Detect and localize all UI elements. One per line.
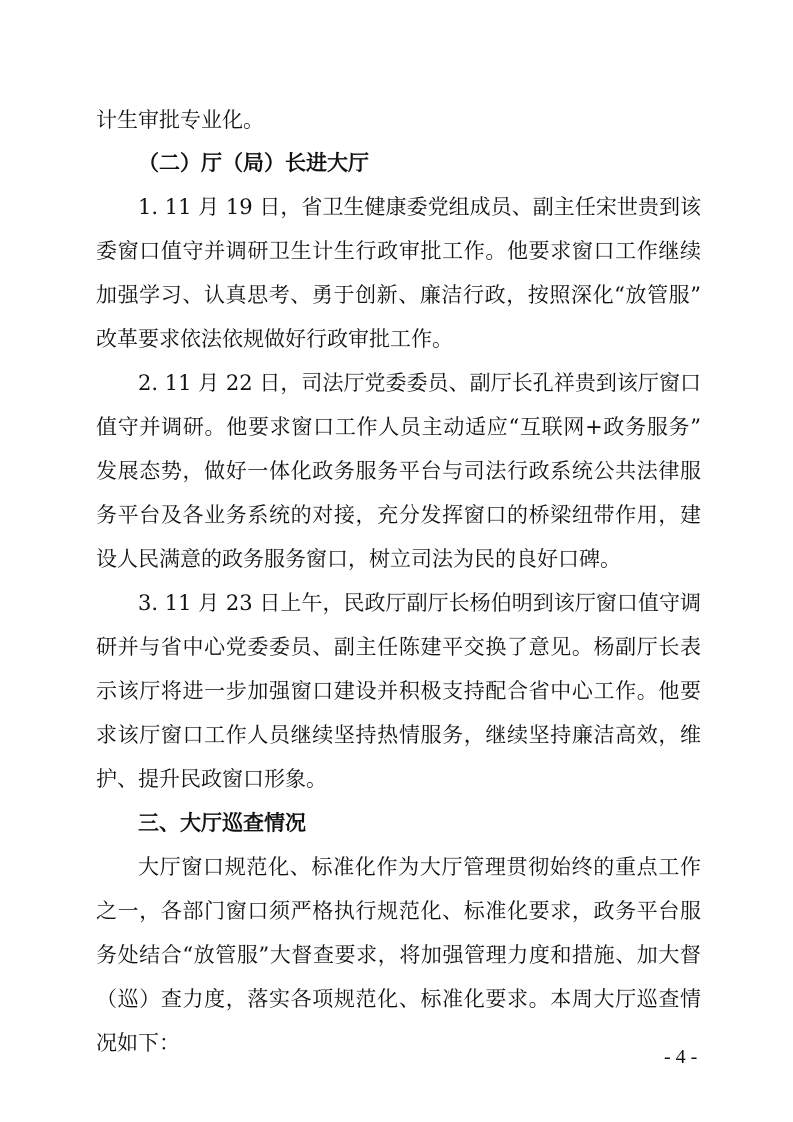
- paragraph-line: 研并与省中心党委委员、副主任陈建平交换了意见。杨副厅长表: [96, 635, 701, 659]
- page-number: - 4 -: [664, 1046, 698, 1068]
- paragraph-line: 1. 11 月 19 日，省卫生健康委党组成员、副主任宋世贵到该: [138, 195, 701, 219]
- paragraph-line: 之一，各部门窗口须严格执行规范化、标准化要求，政务平台服: [96, 899, 701, 923]
- paragraph-line: 示该厅将进一步加强窗口建设并积极支持配合省中心工作。他要: [96, 679, 701, 703]
- paragraph-line: 3. 11 月 23 日上午，民政厅副厅长杨伯明到该厅窗口值守调: [138, 591, 701, 615]
- paragraph-line: 大厅窗口规范化、标准化作为大厅管理贯彻始终的重点工作: [138, 855, 701, 879]
- paragraph-line: 况如下：: [96, 1031, 180, 1055]
- section-heading-hall-inspection: 三、大厅巡查情况: [138, 811, 306, 835]
- paragraph-line: （巡）查力度，落实各项规范化、标准化要求。本周大厅巡查情: [96, 987, 701, 1011]
- paragraph-line: 务平台及各业务系统的对接，充分发挥窗口的桥梁纽带作用，建: [96, 503, 701, 527]
- paragraph-line: 护、提升民政窗口形象。: [96, 767, 327, 791]
- paragraph-line: 发展态势，做好一体化政务服务平台与司法行政系统公共法律服: [96, 459, 701, 483]
- paragraph-line: 设人民满意的政务服务窗口，树立司法为民的良好口碑。: [96, 547, 621, 571]
- paragraph-continuation-line: 计生审批专业化。: [96, 108, 264, 132]
- paragraph-line: 加强学习、认真思考、勇于创新、廉洁行政，按照深化“放管服”: [96, 283, 701, 307]
- paragraph-line: 值守并调研。他要求窗口工作人员主动适应“互联网+政务服务”: [96, 415, 701, 439]
- paragraph-line: 2. 11 月 22 日，司法厅党委委员、副厅长孔祥贵到该厅窗口: [138, 371, 701, 395]
- section-heading-director-visits: （二）厅（局）长进大厅: [138, 151, 369, 175]
- paragraph-line: 务处结合“放管服”大督查要求，将加强管理力度和措施、加大督: [96, 943, 701, 967]
- paragraph-line: 求该厅窗口工作人员继续坚持热情服务，继续坚持廉洁高效，维: [96, 723, 701, 747]
- paragraph-line: 委窗口值守并调研卫生计生行政审批工作。他要求窗口工作继续: [96, 239, 701, 263]
- paragraph-line: 改革要求依法依规做好行政审批工作。: [96, 327, 453, 351]
